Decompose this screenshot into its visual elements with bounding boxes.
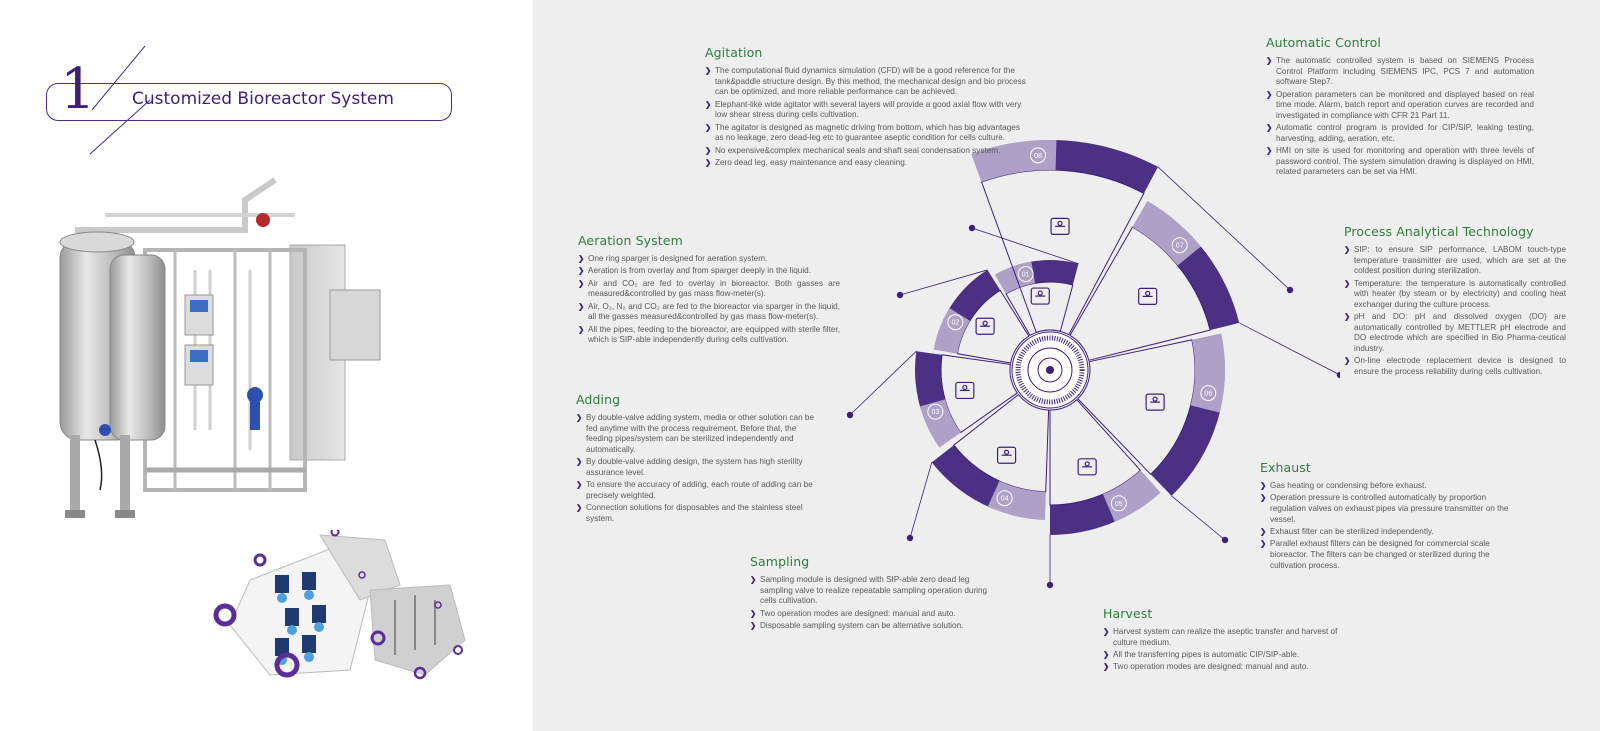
sampling-section: [750, 554, 990, 633]
list-item: ❯ Sampling module is designed with SIP-able zero dead leg sampling valve to realize repeatable sampling operation during cells cultivation.: [750, 575, 990, 607]
leader-dot: [897, 292, 903, 298]
agitator-fan-icon: [1031, 288, 1049, 304]
segment-number: 05: [1114, 500, 1123, 508]
section-number: 1: [60, 57, 96, 122]
list-item: ❯ On-line electrode replacement device is designed to ensure the process reliability during cells cultivation.: [1344, 356, 1566, 377]
pipe-icon: [1078, 459, 1096, 475]
list-item: ❯ Disposable sampling system can be alternative solution.: [750, 621, 990, 632]
leader-line: [850, 351, 916, 415]
flask-icon: [956, 382, 974, 398]
list-item: ❯ The automatic controlled system is based on SIEMENS Process Control Platform including SIEMENS IPC, PCS 7 and automation software Step7.: [1266, 56, 1534, 88]
leader-dot: [969, 225, 975, 231]
automatic-control-title: Automatic Control: [1266, 35, 1381, 50]
list-item: ❯ HMI on site is used for monitoring and operation with three levels of password control. The system simulation drawing is displayed on HMI, related parameters can be set via HMI.: [1266, 146, 1534, 178]
adding-list: [576, 413, 816, 524]
list-item: ❯ Gas heating or condensing before exhaust.: [1260, 481, 1518, 492]
leader-dot: [1337, 372, 1340, 378]
harvest-title: Harvest: [1103, 606, 1153, 621]
list-item: ❯ The agitator is designed as magnetic driving from bottom, which has big advantages as no leakage, zero dead-leg etc to guarantee aseptic condition for cells culture.: [705, 123, 1030, 144]
leader-dot: [1222, 537, 1228, 543]
sampling-title: Sampling: [750, 554, 810, 569]
wheel-segment-outline: [1006, 282, 1073, 335]
list-item: ❯ Elephant-like wide agitator with several layers will provide a good axial flow with very low shear stress during cells cultivation.: [705, 100, 1030, 121]
segment-number: 01: [1021, 271, 1030, 279]
pat-section: [1344, 224, 1566, 379]
filter-icon: [1146, 394, 1164, 410]
list-item: ❯ Parallel exhaust filters can be designed for commercial scale bioreactor. The filters can be changed or sterilized during the cultivation process.: [1260, 539, 1518, 571]
aeration-section: [578, 233, 840, 348]
list-item: ❯ Two operation modes are designed: manual and auto.: [750, 609, 990, 620]
line-graph-icon: [1139, 288, 1157, 304]
exhaust-title: Exhaust: [1260, 460, 1311, 475]
list-item: ❯ By double-valve adding system, media or other solution can be fed anytime with the process requirement. Before that, the feeding pipes/system can be sterilized independently and automatically.: [576, 413, 816, 455]
list-item: ❯ To ensure the accuracy of adding, each route of adding can be precisely weighted.: [576, 480, 816, 501]
harvest-list: [1103, 627, 1343, 673]
bioreactor-image: [45, 170, 405, 530]
harvest-section: [1103, 606, 1343, 675]
list-item: ❯ The computational fluid dynamics simulation (CFD) will be a good reference for the tank&paddle structure design. By this method, the mechanical design and bio process can be optimized, and more reliable performance can be achieved.: [705, 66, 1030, 98]
list-item: ❯ Operation pressure is controlled automatically by proportion regulation valves on exhaust pipes via pressure transmitter on the vessel.: [1260, 493, 1518, 525]
exhaust-list: [1260, 481, 1518, 571]
automatic-control-list: [1266, 56, 1534, 178]
leader-line: [910, 462, 932, 538]
list-item: ❯ Exhaust filter can be sterilized independently.: [1260, 527, 1518, 538]
sparger-icon: [976, 318, 994, 334]
list-item: ❯ SIP: to ensure SIP performance, LABOM touch-type temperature transmitter are used, which are set at the coldest position during sterilization.: [1344, 245, 1566, 277]
list-item: ❯ By double-valve adding design, the system has high sterility assurance level.: [576, 457, 816, 478]
wheel-hub-dot: [1046, 366, 1054, 374]
list-item: ❯ All the pipes, feeding to the bioreactor, are equipped with sterile filter, which is SIP-able independently during cells cultivation.: [578, 325, 840, 346]
list-item: ❯ Two operation modes are designed: manual and auto.: [1103, 662, 1343, 673]
list-item: ❯ Zero dead leg, easy maintenance and easy cleaning.: [705, 158, 1030, 169]
adding-section: [576, 392, 816, 526]
leader-line: [1239, 323, 1340, 375]
exhaust-section: [1260, 460, 1518, 573]
page-title: Customized Bioreactor System: [132, 89, 394, 109]
segment-number: 04: [1000, 495, 1009, 503]
list-item: ❯ Operation parameters can be monitored and displayed based on real time mode. Alarm, batch report and operation curves are recorded and investigated in compliance with CFR 21 Part 11.: [1266, 90, 1534, 122]
agitation-list: [705, 66, 1030, 169]
automatic-control-section: [1266, 35, 1534, 180]
list-item: ❯ One ring sparger is designed for aeration system.: [578, 254, 840, 265]
list-item: ❯ Air, O₂, N₂ and CO₂ are fed to the bioreactor via sparger in the liquid, all the gasses measured&controlled by gas mass flow-meter(s).: [578, 302, 840, 323]
lab-flasks-icon: [998, 447, 1016, 463]
leader-dot: [1047, 582, 1053, 588]
aeration-title: Aeration System: [578, 233, 683, 248]
leader-line: [1172, 496, 1225, 540]
pat-title: Process Analytical Technology: [1344, 224, 1534, 239]
list-item: ❯ pH and DO: pH and dissolved oxygen (DO) are automatically controlled by METTLER pH electrode and DO electrode which are specified in Bio Pharma-ceutical industry.: [1344, 312, 1566, 354]
leader-dot: [1287, 287, 1293, 293]
segment-number: 07: [1175, 242, 1184, 250]
list-item: ❯ Aeration is from overlay and from sparger deeply in the liquid.: [578, 266, 840, 277]
laptop-icon: [1051, 218, 1069, 234]
leader-dot: [847, 412, 853, 418]
aeration-list: [578, 254, 840, 346]
leader-line: [972, 228, 1078, 264]
wheel-segment-outline: [982, 170, 1144, 335]
leader-dot: [907, 535, 913, 541]
segment-number: 02: [951, 319, 960, 327]
list-item: ❯ Harvest system can realize the aseptic transfer and harvest of culture medium.: [1103, 627, 1343, 648]
agitation-section: [705, 45, 1030, 170]
list-item: ❯ No expensive&complex mechanical seals and shaft seal condensation system.: [705, 146, 1030, 157]
list-item: ❯ Temperature: the temperature is automatically controlled with heater (by steam or by electricity) and cooling heat exchanger during the culture process.: [1344, 279, 1566, 311]
segment-number: 08: [1034, 152, 1042, 160]
list-item: ❯ Automatic control program is provided for CIP/SIP, leaking testing, harvesting, adding, aeration, etc.: [1266, 123, 1534, 144]
wheel-segment-fade: [1103, 470, 1160, 521]
list-item: ❯ All the transferring pipes is automatic CIP/SIP-able.: [1103, 650, 1343, 661]
detail-collage-image: [210, 530, 480, 700]
sampling-list: [750, 575, 990, 632]
list-item: ❯ Air and CO₂ are fed to overlay in bioreactor. Both gasses are measured&controlled by gas mass flow-meter(s).: [578, 279, 840, 300]
pat-list: [1344, 245, 1566, 378]
adding-title: Adding: [576, 392, 621, 407]
agitation-title: Agitation: [705, 45, 763, 60]
segment-number: 03: [931, 409, 940, 417]
segment-number: 06: [1204, 390, 1213, 398]
list-item: ❯ Connection solutions for disposables and the stainless steel system.: [576, 503, 816, 524]
